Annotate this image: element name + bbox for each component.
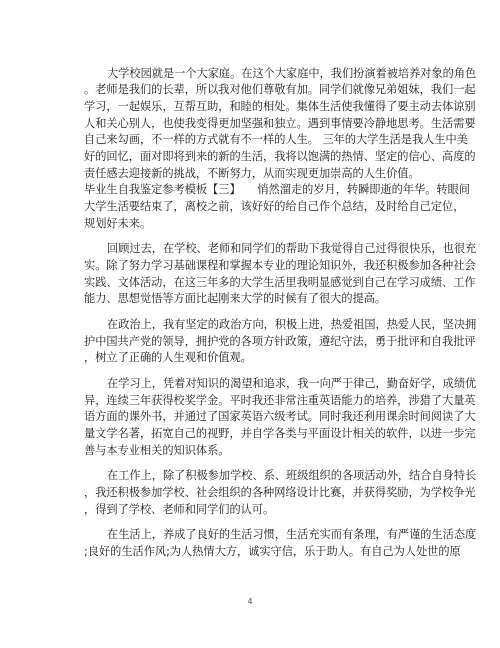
paragraph-line: 护中国共产党的领导，拥护党的各项方针政策，遵纪守法，勇于批评和自我批评 <box>84 335 476 348</box>
paragraph-line: 语方面的课外书，并通过了国家英语六级考试。同时我还利用课余时间阅读了大 <box>84 410 476 423</box>
page-number: 4 <box>247 597 253 606</box>
paragraph-line: 自己来勾画，不一样的方式就有不一样的人生。 三年的大学生活是我人生中美 <box>84 133 468 146</box>
paragraph-line: 善与本专业相关的知识体系。 <box>84 444 230 457</box>
paragraph-line: ，树立了正确的人生观和价值观。 <box>84 351 252 364</box>
paragraph-line: 人和关心别人，也使我变得更加坚强和独立。遇到事情要冷静地思考。生活需要 <box>84 117 476 130</box>
paragraph-line: 责任感去迎接新的挑战，不断努力，从而实现更加崇高的人生价值。 <box>84 167 420 180</box>
paragraph-line: 在生活上，养成了良好的生活习惯，生活充实而有条理，有严谨的生活态度 <box>107 528 477 541</box>
paragraph-line: 在工作上，除了积极参加学校、系、班级组织的各项活动外，结合自身特长 <box>107 469 477 482</box>
paragraph-line: 实。除了努力学习基础课程和掌握本专业的理论知识外，我还积极参加各种社会 <box>84 259 476 272</box>
paragraph-line: 。老师是我们的长辈，所以我对他们尊敬有加。同学们就像兄弟姐妹，我们一起 <box>84 83 476 96</box>
paragraph-line: 大学生活要结束了，离校之前，该好好的给自己作个总结，及时给自己定位， <box>84 200 465 213</box>
paragraph-line: 异，连续三年获得校奖学金。平时我还非常注重英语能力的培养，涉猎了大量英 <box>84 394 476 407</box>
paragraph-line: ，我还积极参加学校、社会组织的各种网络设计比赛，并获得奖励，为学校争光 <box>84 486 476 499</box>
paragraph-line: ;良好的生活作风;为人热情大方，诚实守信，乐于助人。有自己为人处世的原 <box>84 545 461 558</box>
paragraph-line: 在学习上，凭着对知识的渴望和追求，我一向严于律己，勤奋好学，成绩优 <box>107 377 477 390</box>
paragraph-line: 在政治上，我有坚定的政治方向，积极上进，热爱祖国，热爱人民，坚决拥 <box>107 318 477 331</box>
paragraph-line: 好的回忆，面对即将到来的新的生活，我将以饱满的热情、坚定的信心、高度的 <box>84 150 476 163</box>
paragraph-line: ，得到了学校、老师和同学们的认可。 <box>84 503 275 516</box>
paragraph-line: 回顾过去，在学校、老师和同学们的帮助下我觉得自己过得很快乐，也很充 <box>107 242 477 255</box>
section-heading-line: 毕业生自我鉴定参考模板【三】 悄然溜走的岁月，转瞬即逝的年华。转眼间 <box>84 183 470 196</box>
paragraph-line: 量文学名著，拓宽自己的视野，并自学各类与平面设计相关的软件，以进一步完 <box>84 427 476 440</box>
paragraph-line: 实践、文体活动，在这三年多的大学生活里我明显感觉到自己在学习成绩、工作 <box>84 276 476 289</box>
paragraph-line: 学习，一起娱乐，互帮互助，和睦的相处。集体生活使我懂得了要主动去体谅别 <box>84 100 476 113</box>
paragraph-line: 能力、思想觉悟等方面比起刚来大学的时候有了很大的提高。 <box>84 292 387 305</box>
paragraph-line: 规划好未来。 <box>84 217 152 230</box>
paragraph-line: 大学校园就是一个大家庭。在这个大家庭中，我们扮演着被培养对象的角色 <box>107 67 477 80</box>
